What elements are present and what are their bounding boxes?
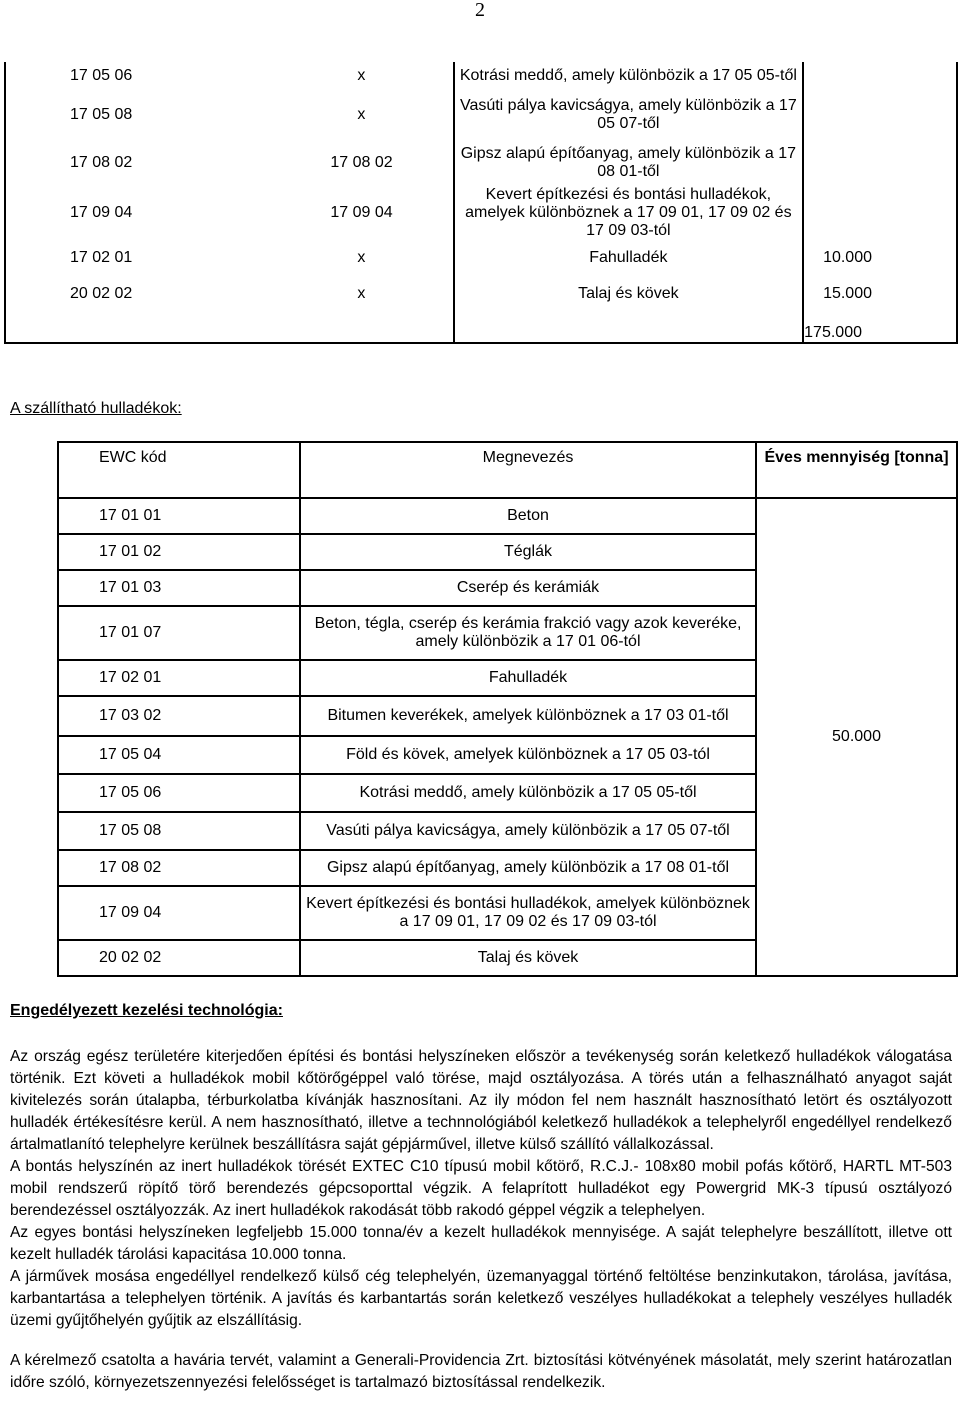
cell-name: Fahulladék xyxy=(454,240,804,276)
cell-name: Bitumen keverékek, amelyek különböznek a 17 03 01-től xyxy=(300,696,756,736)
cell-total: 175.000 xyxy=(804,324,862,341)
table-header xyxy=(58,442,957,498)
cell-code: 17 01 01 xyxy=(58,498,300,534)
cell-code: 17 08 02 xyxy=(58,850,300,886)
cell-code: 17 05 08 xyxy=(58,812,300,850)
cell-name: Föld és kövek, amelyek különböznek a 17 05 03-tól xyxy=(300,736,756,774)
cell-code2-value: 17 08 02 xyxy=(330,154,393,171)
cell-name: Kotrási meddő, amely különbözik a 17 05 05-től xyxy=(300,774,756,812)
cell-name: Kotrási meddő, amely különbözik a 17 05 05-től xyxy=(454,62,804,90)
paragraph: A bontás helyszínén az inert hulladékok törését EXTEC C10 típusú mobil kőtörő, R.C.J.- 108x80 mobil pofás kőtörő, HARTL MT-503 mobil rendszerű röpítő törő berendezés gépcsoporttal végzik. A felaprított hulladékot egy Powergrid MK-3 típusú osztályozó berendezéssel osztályozzák. Az inert hulladékok rakodását több rakodó géppel végzik a telephelyen. xyxy=(10,1158,952,1219)
table-row xyxy=(5,90,957,140)
cell-name: Téglák xyxy=(300,534,756,570)
waste-table-2 xyxy=(57,441,958,977)
cell-code: 17 02 01 xyxy=(70,249,133,266)
cell-name: Vasúti pálya kavicságya, amely különbözik a 17 05 07-től xyxy=(300,812,756,850)
cell-code2 xyxy=(263,140,453,186)
cell-name: Talaj és kövek xyxy=(300,940,756,976)
table-row xyxy=(5,62,957,90)
cell-name xyxy=(454,312,804,343)
cell-code xyxy=(5,312,263,343)
cell-name: Talaj és kövek xyxy=(454,276,804,312)
cell-qty xyxy=(803,90,957,140)
cell-name: Fahulladék xyxy=(300,660,756,696)
cell-code: 17 01 02 xyxy=(58,534,300,570)
cell-qty xyxy=(803,140,957,186)
table-row-total xyxy=(5,312,957,343)
waste-table-1 xyxy=(4,62,958,344)
cell-code: 17 05 08 xyxy=(70,106,133,123)
header-code: EWC kód xyxy=(58,442,300,498)
cell-name: Gipsz alapú építőanyag, amely különbözik a 17 08 01-től xyxy=(454,140,804,186)
table-row xyxy=(5,186,957,240)
cell-code2-value: x xyxy=(357,67,366,84)
cell-code: 17 05 04 xyxy=(58,736,300,774)
cell-name: Vasúti pálya kavicságya, amely különbözik a 17 05 07-től xyxy=(454,90,804,140)
table-row xyxy=(5,276,957,312)
cell-code: 17 09 04 xyxy=(58,886,300,940)
cell-code: 17 01 07 xyxy=(58,606,300,660)
header-qty: Éves mennyiség [tonna] xyxy=(756,442,957,498)
cell-code2-value: x xyxy=(357,249,366,266)
page-number: 2 xyxy=(475,0,485,21)
section-title: A szállítható hulladékok: xyxy=(10,400,182,417)
cell-name: Beton, tégla, cserép és kerámia frakció vagy azok keveréke, amely különbözik a 17 01 06-tól xyxy=(300,606,756,660)
cell-code2 xyxy=(263,240,453,276)
cell-qty: 10.000 xyxy=(823,249,872,266)
cell-code: 17 01 03 xyxy=(58,570,300,606)
cell-code: 17 02 01 xyxy=(58,660,300,696)
cell-code: 17 05 06 xyxy=(70,67,133,84)
paragraph: Az egyes bontási helyszíneken legfeljebb 15.000 tonna/év a kezelt hulladékok mennyisége. A saját telephelyre beszállított, illetve ott kezelt hulladék tárolási kapacitása 10.000 tonna. xyxy=(10,1224,952,1263)
header-name: Megnevezés xyxy=(300,442,756,498)
cell-code: 17 05 06 xyxy=(58,774,300,812)
cell-code2 xyxy=(263,312,453,343)
cell-name: Kevert építkezési és bontási hulladékok, amelyek különböznek a 17 09 01, 17 09 02 és 17 09 03-tól xyxy=(454,186,804,240)
cell-name: Cserép és kerámiák xyxy=(300,570,756,606)
cell-code: 20 02 02 xyxy=(70,285,133,302)
cell-code2-value: x xyxy=(357,106,366,123)
technology-heading: Engedélyezett kezelési technológia: xyxy=(10,1002,283,1019)
technology-body xyxy=(10,1046,952,1394)
paragraph: Az ország egész területére kiterjedően építési és bontási helyszíneken először a tevékenység során keletkező hulladékok válogatása történik. Ezt követi a hulladékok mobil kőtörőgéppel való törése, majd osztályozása. A törés után a felhasználható anyagot saját kivitelezés során útalapba, térburkolatba kívánják hasznosítani. Az ily módon fel nem használt hasznosítható letört és osztályozott hulladék értékesítésre kerül. A nem hasznosítható, illetve a technnológiából keletkező hulladékok a telephelyről engedéllyel rendelkező ártalmatlanító telephelyre kerülnek beszállításra saját gépjárművel, illetve külső szállító vállalkozással. xyxy=(10,1048,952,1153)
cell-qty: 15.000 xyxy=(823,285,872,302)
table-row xyxy=(5,240,957,276)
cell-qty xyxy=(803,62,957,90)
cell-code2-value: x xyxy=(357,285,366,302)
cell-qty: 50.000 xyxy=(832,728,881,745)
cell-code: 17 03 02 xyxy=(58,696,300,736)
paragraph: A kérelmező csatolta a havária tervét, valamint a Generali-Providencia Zrt. biztosítási kötvényének másolatát, mely szerint határozatlan időre szóló, környezetszennyezési felelősséget is tartalmazó biztosítással rendelkezik. xyxy=(10,1352,952,1391)
cell-qty xyxy=(803,186,957,240)
cell-code: 17 09 04 xyxy=(70,204,133,221)
cell-code2 xyxy=(263,276,453,312)
cell-code2 xyxy=(263,62,453,90)
table-row xyxy=(5,140,957,186)
table-row xyxy=(58,498,957,534)
cell-code2 xyxy=(263,186,453,240)
cell-code: 20 02 02 xyxy=(58,940,300,976)
cell-name: Beton xyxy=(300,498,756,534)
paragraph: A járművek mosása engedéllyel rendelkező külső cég telephelyén, üzemanyaggal történő feltöltése benzinkutakon, tárolása, javítása, karbantartása a telephelyen történik. A javítás és karbantartás során keletkező veszélyes hulladékokat a telephely veszélyes hulladék üzemi gyűjtőhelyén gyűjtik az elszállításig. xyxy=(10,1268,952,1329)
cell-code2-value: 17 09 04 xyxy=(330,204,393,221)
cell-code: 17 08 02 xyxy=(70,154,133,171)
cell-code2 xyxy=(263,90,453,140)
cell-name: Kevert építkezési és bontási hulladékok, amelyek különböznek a 17 09 01, 17 09 02 és 17 09 03-tól xyxy=(300,886,756,940)
cell-name: Gipsz alapú építőanyag, amely különbözik a 17 08 01-től xyxy=(300,850,756,886)
